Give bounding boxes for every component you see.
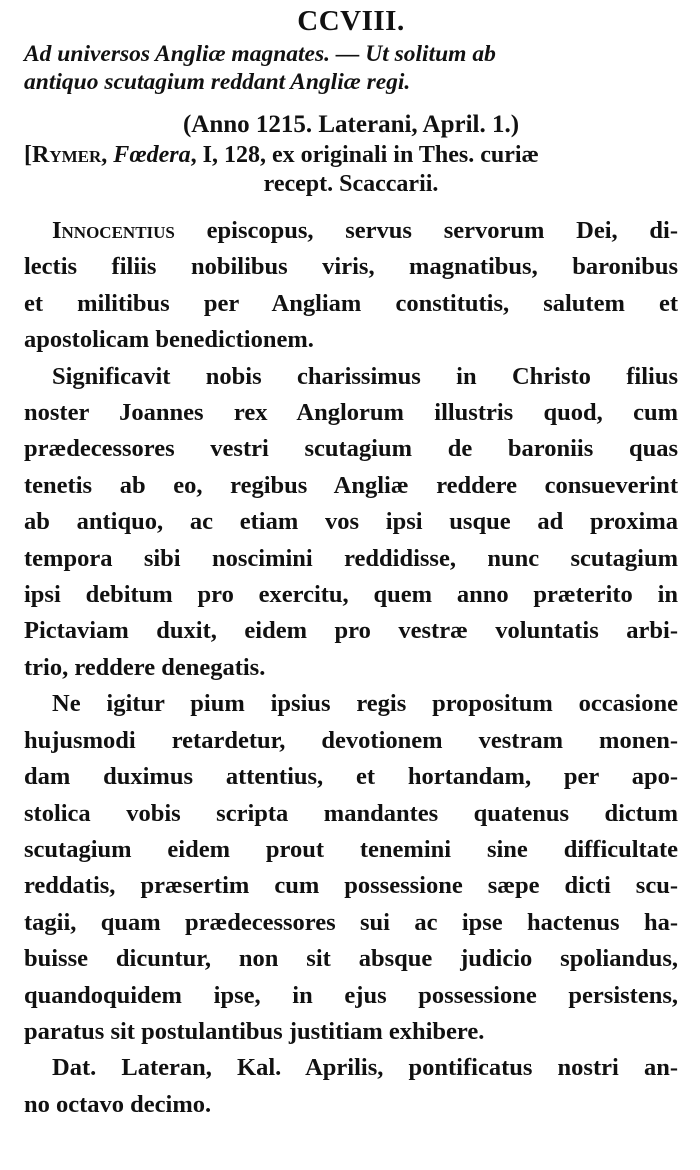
text-line: trio, reddere denegatis. [24,653,266,681]
text-line [24,213,678,249]
text-line: reddatis, præsertim cum possessione sæpe dicti scu- [24,872,678,900]
text-line: stolica vobis scripta mandantes quatenus dictum [24,799,678,827]
text-line: tenetis ab eo, regibus Angliæ reddere consueverint [24,471,678,499]
text-line: no octavo decimo. [24,1090,212,1118]
source-reference: , I, 128, ex originali in Thes. curiæ [190,142,539,168]
source-line: recept. Scaccarii. [263,171,439,197]
text-line: scutagium eidem prout tenemini sine difficultate [24,835,678,863]
title-line: Ad universos Angliæ magnates. — Ut solitum ab [24,41,496,67]
paragraph-narration [24,359,678,687]
title-line: antiquo scutagium reddant Angliæ regi. [24,69,411,95]
text-line: Dat. Lateran, Kal. Aprilis, pontificatus nostri an- [52,1054,678,1082]
source-line [24,141,678,170]
paragraph-dating [24,1050,678,1123]
source-bracket: [ [24,142,32,168]
text-line: ipsi debitum pro exercitu, quem anno præterito in [24,581,678,609]
text-line: lectis filiis nobilibus viris, magnatibus, baronibus [24,253,678,281]
text-line: paratus sit postulantibus justitiam exhibere. [24,1017,485,1045]
paragraph-mandate [24,686,678,1050]
text-line: prædecessores vestri scutagium de baroniis quas [24,435,678,463]
source-separator: , [101,142,114,168]
text-line: tempora sibi noscimini reddidisse, nunc scutagium [24,544,678,572]
paragraph-salutation [24,213,678,359]
document-number: CCVIII. [297,5,405,37]
text-line: ab antiquo, ac etiam vos ipsi usque ad proxima [24,508,678,536]
source-citation [24,141,678,199]
text-line: hujusmodi retardetur, devotionem vestram monen- [24,726,678,754]
text-line: quandoquidem ipse, in ejus possessione persistens, [24,981,678,1009]
text-line: Significavit nobis charissimus in Christo filius [52,362,678,390]
text-line: Ne igitur pium ipsius regis propositum occasione [52,690,678,718]
text-line: buisse dicuntur, non sit absque judicio spoliandus, [24,945,678,973]
document-title [24,40,678,96]
source-work: Fœdera [113,142,191,168]
document-date: (Anno 1215. Laterani, April. 1.) [182,111,520,138]
text-line: tagii, quam prædecessores sui ac ipse hactenus ha- [24,908,678,936]
opening-word: Innocentius [52,217,175,244]
document-body [24,213,678,1123]
text-line: Pictaviam duxit, eidem pro vestræ voluntatis arbi- [24,617,678,645]
text-line: dam duximus attentius, et hortandam, per apo- [24,763,678,791]
text-fragment: episcopus, servus servorum Dei, di- [174,217,678,244]
source-author: Rymer [32,142,102,168]
text-line: noster Joannes rex Anglorum illustris quod, cum [24,399,678,427]
text-line: apostolicam benedictionem. [24,326,314,354]
text-line: et militibus per Angliam constitutis, salutem et [24,289,678,317]
